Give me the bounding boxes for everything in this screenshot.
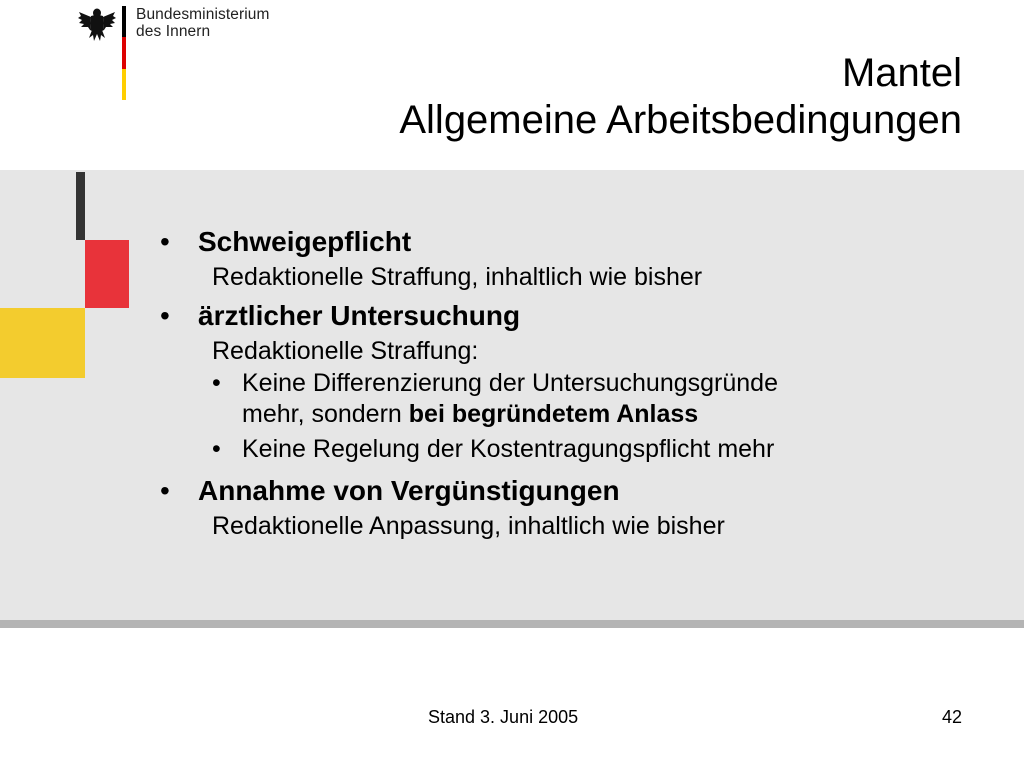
slide-title-line2: Allgemeine Arbeitsbedingungen: [399, 98, 962, 142]
bullet-item-untersuchung: [160, 298, 980, 334]
sub-bullet-text-line1: Keine Differenzierung der Untersuchungsgründe: [242, 369, 778, 397]
flag-gold-stripe: [122, 69, 126, 100]
sub-bullet-text-line2: mehr, sondern: [242, 400, 409, 428]
ministry-logo: [78, 4, 278, 100]
bullet-subtext: Redaktionelle Straffung, inhaltlich wie bisher: [212, 263, 703, 291]
bullet-marker: •: [160, 475, 170, 506]
ministry-name: [136, 6, 270, 40]
flag-bar: [122, 6, 126, 100]
sub-bullet-item: [160, 368, 980, 430]
bullet-subtext: Redaktionelle Anpassung, inhaltlich wie bisher: [212, 512, 725, 540]
ministry-name-line2: des Innern: [136, 23, 211, 40]
decor-dark-block: [76, 172, 85, 240]
page-number: 42: [941, 707, 962, 727]
bullet-heading: ärztlicher Untersuchung: [198, 300, 521, 331]
sub-bullet-marker: •: [212, 435, 221, 463]
sub-bullet-text: Keine Regelung der Kostentragungspflicht mehr: [242, 435, 775, 463]
bullet-item-verguenstigungen: [160, 473, 980, 509]
flag-red-stripe: [122, 37, 126, 68]
ministry-name-line1: Bundesministerium: [136, 6, 270, 23]
bullet-heading: Annahme von Vergünstigungen: [198, 475, 620, 506]
bullet-marker: •: [160, 300, 170, 331]
bullet-subtext: Redaktionelle Straffung:: [212, 337, 479, 365]
sub-bullet-emphasis: bei begründetem Anlass: [408, 400, 699, 428]
footer-date: Stand 3. Juni 2005: [428, 707, 579, 727]
slide-title: [399, 50, 962, 144]
bullet-marker: •: [160, 226, 170, 257]
decor-yellow-block: [0, 308, 85, 378]
federal-eagle-icon: [78, 4, 116, 44]
bullet-heading: Schweigepflicht: [198, 226, 412, 257]
bottom-divider: [0, 620, 1024, 628]
sub-bullet-marker: •: [212, 369, 221, 397]
slide-title-line1: Mantel: [841, 51, 962, 95]
sub-bullet-item: [160, 434, 980, 465]
decor-red-block: [85, 240, 129, 308]
bullet-list: [160, 224, 980, 543]
flag-black-stripe: [122, 6, 126, 37]
bullet-item-schweigepflicht: [160, 224, 980, 260]
